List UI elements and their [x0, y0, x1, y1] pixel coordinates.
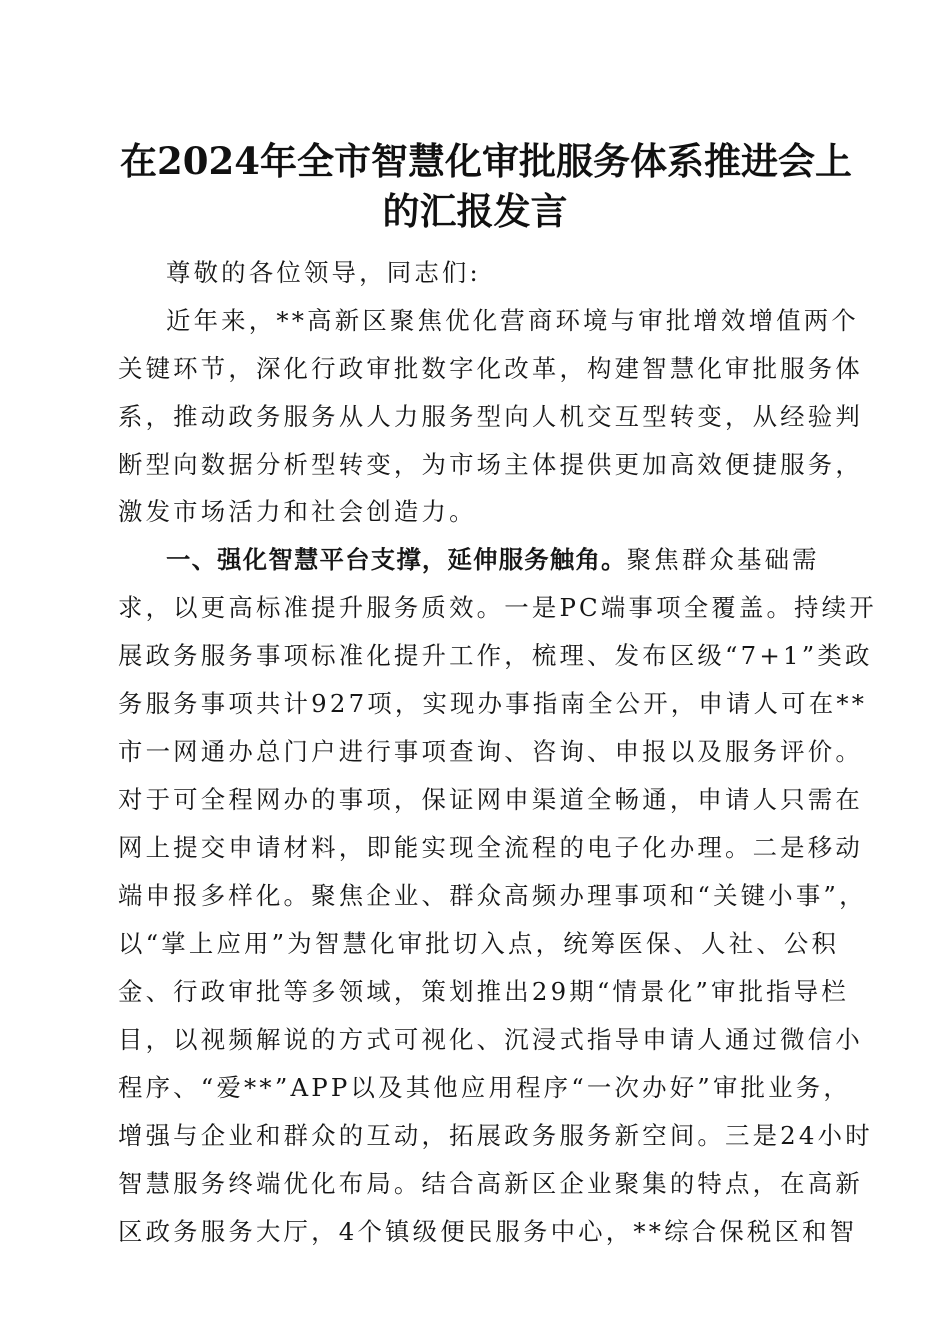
section-1-first-line — [166, 543, 886, 577]
body-line: 智慧服务终端优化布局。结合高新区企业聚集的特点，在高新 — [118, 1169, 863, 1198]
body-line: 增强与企业和群众的互动，拓展政务服务新空间。三是24小时 — [118, 1121, 873, 1150]
body-line: 以“掌上应用”为智慧化审批切入点，统筹医保、人社、公积 — [118, 929, 840, 958]
intro-line: 系，推动政务服务从人力服务型向人机交互型转变，从经验判 — [118, 402, 863, 431]
intro-line: 激发市场活力和社会创造力。 — [118, 497, 477, 526]
intro-line: 关键环节，深化行政审批数字化改革，构建智慧化审批服务体 — [118, 354, 863, 383]
body-line: 展政务服务事项标准化提升工作，梳理、发布区级“7+1”类政 — [118, 641, 873, 670]
body-line: 对于可全程网办的事项，保证网申渠道全畅通，申请人只需在 — [118, 785, 863, 814]
body-line: 目，以视频解说的方式可视化、沉浸式指导申请人通过微信小 — [118, 1025, 863, 1054]
body-line: 务服务事项共计927项，实现办事指南全公开，申请人可在** — [118, 689, 868, 718]
intro-line: 近年来，**高新区聚焦优化营商环境与审批增效增值两个 — [166, 306, 859, 335]
document-title-line-1: 在2024年全市智慧化审批服务体系推进会上 — [120, 139, 852, 183]
section-1-heading: 一、强化智慧平台支撑，延伸服务触角。 — [166, 545, 627, 574]
body-line: 市一网通办总门户进行事项查询、咨询、申报以及服务评价。 — [118, 737, 863, 766]
body-line: 程序、“爱**”APP以及其他应用程序“一次办好”审批业务， — [118, 1073, 851, 1102]
document-title-line-2: 的汇报发言 — [382, 189, 568, 233]
salutation: 尊敬的各位领导，同志们: — [166, 258, 481, 287]
intro-line: 断型向数据分析型转变，为市场主体提供更加高效便捷服务， — [118, 450, 863, 479]
body-line: 端申报多样化。聚焦企业、群众高频办理事项和“关键小事”， — [118, 881, 867, 910]
section-1-first-line-text: 聚焦群众基础需 — [626, 545, 820, 574]
body-line: 求，以更高标准提升服务质效。一是PC端事项全覆盖。持续开 — [118, 593, 877, 622]
body-line: 网上提交申请材料，即能实现全流程的电子化办理。二是移动 — [118, 833, 863, 862]
body-line: 金、行政审批等多领域，策划推出29期“情景化”审批指导栏 — [118, 977, 849, 1006]
body-line: 区政务服务大厅，4个镇级便民服务中心，**综合保税区和智 — [118, 1217, 858, 1246]
